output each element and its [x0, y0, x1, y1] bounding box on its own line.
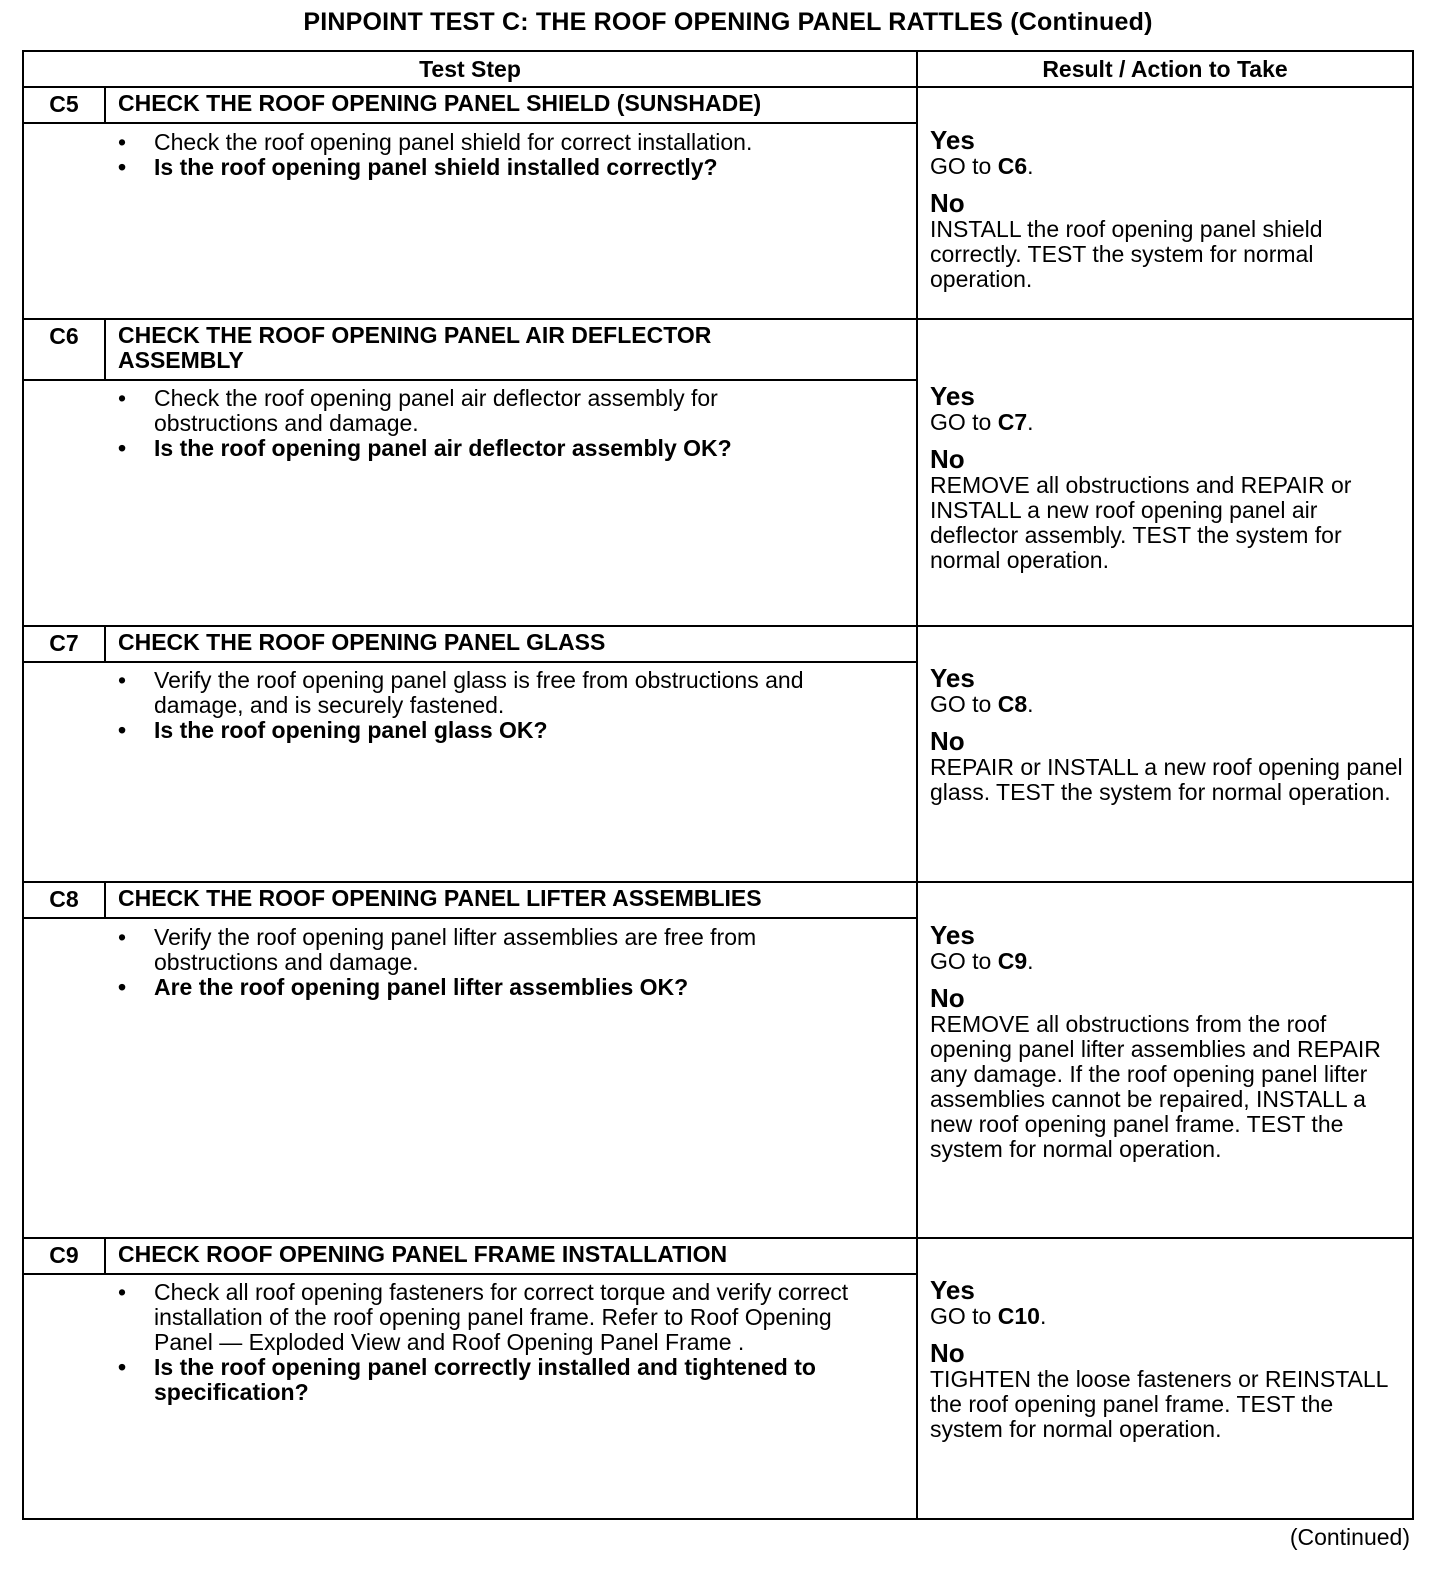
- step-c6: [24, 320, 1412, 627]
- yes-action: GO to C10.: [930, 1303, 1047, 1329]
- step-c5-head: [24, 88, 916, 124]
- step-question: • Are the roof opening panel lifter assemblies OK?: [116, 975, 856, 1000]
- table-header: [24, 52, 1412, 88]
- step-c9-result: [918, 1239, 1412, 1518]
- step-code: C8: [24, 883, 106, 917]
- step-c7-head: [24, 627, 916, 663]
- header-result: Result / Action to Take: [1042, 56, 1288, 82]
- step-c5-test: [24, 88, 918, 318]
- no-label: No: [930, 188, 965, 218]
- step-title: CHECK THE ROOF OPENING PANEL AIR DEFLECTOR ASSEMBLY: [118, 322, 712, 373]
- page-title: PINPOINT TEST C: THE ROOF OPENING PANEL RATTLES (Continued): [303, 8, 1153, 36]
- step-c9-test: [24, 1239, 918, 1518]
- step-title: CHECK THE ROOF OPENING PANEL LIFTER ASSEMBLIES: [118, 885, 762, 911]
- step-instruction: • Verify the roof opening panel lifter assemblies are free from obstructions and damage.: [116, 925, 856, 975]
- no-action: INSTALL the roof opening panel shield correctly. TEST the system for normal operation.: [930, 216, 1323, 292]
- yes-target: C6: [997, 153, 1028, 179]
- yes-label: Yes: [930, 381, 975, 411]
- header-test-step: Test Step: [24, 52, 918, 86]
- step-c9: [24, 1239, 1412, 1518]
- step-code: C6: [24, 320, 106, 379]
- step-c8-test: [24, 883, 918, 1237]
- yes-label: Yes: [930, 663, 975, 693]
- yes-target: C7: [997, 409, 1028, 435]
- yes-action: GO to C9.: [930, 948, 1034, 974]
- step-c6-test: [24, 320, 918, 625]
- yes-label: Yes: [930, 125, 975, 155]
- step-c9-head: [24, 1239, 916, 1275]
- step-c8: [24, 883, 1412, 1239]
- step-bullets: [116, 925, 856, 1000]
- step-c8-head: [24, 883, 916, 919]
- yes-action: GO to C6.: [930, 153, 1034, 179]
- step-c7: [24, 627, 1412, 883]
- no-action: REMOVE all obstructions from the roof opening panel lifter assemblies and REPAIR any damage. If the roof opening panel lifter assemblies cannot be repaired, INSTALL a new roof opening panel frame. TEST the system for normal operation.: [930, 1011, 1381, 1162]
- step-instruction: • Check all roof opening fasteners for correct torque and verify correct installation of the roof opening panel frame. Refer to Roof Opening Panel — Exploded View and Roof Opening Panel Frame .: [116, 1280, 876, 1355]
- step-instruction: • Verify the roof opening panel glass is free from obstructions and damage, and is securely fastened.: [116, 668, 896, 718]
- yes-action: GO to C8.: [930, 691, 1034, 717]
- step-question: • Is the roof opening panel correctly installed and tightened to specification?: [116, 1355, 876, 1405]
- step-instruction: • Check the roof opening panel shield for correct installation.: [116, 130, 896, 155]
- step-question: • Is the roof opening panel glass OK?: [116, 718, 896, 743]
- step-title: CHECK THE ROOF OPENING PANEL SHIELD (SUNSHADE): [118, 90, 762, 116]
- step-code: C7: [24, 627, 106, 661]
- step-c5-result: [918, 88, 1412, 318]
- yes-target: C10: [997, 1303, 1040, 1329]
- step-code: C9: [24, 1239, 106, 1273]
- step-c6-head: [24, 320, 916, 381]
- step-bullets: [116, 668, 896, 743]
- yes-label: Yes: [930, 1275, 975, 1305]
- step-title: CHECK THE ROOF OPENING PANEL GLASS: [118, 629, 606, 655]
- step-c7-result: [918, 627, 1412, 881]
- yes-target: C8: [997, 691, 1028, 717]
- step-bullets: [116, 130, 896, 180]
- step-code: C5: [24, 88, 106, 122]
- no-action: TIGHTEN the loose fasteners or REINSTALL the roof opening panel frame. TEST the system for normal operation.: [930, 1366, 1388, 1442]
- step-c8-result: [918, 883, 1412, 1237]
- pinpoint-test-table: [22, 50, 1414, 1520]
- step-question: • Is the roof opening panel shield installed correctly?: [116, 155, 896, 180]
- step-instruction: • Check the roof opening panel air deflector assembly for obstructions and damage.: [116, 386, 806, 436]
- step-question: • Is the roof opening panel air deflector assembly OK?: [116, 436, 806, 461]
- yes-action: GO to C7.: [930, 409, 1034, 435]
- no-action: REPAIR or INSTALL a new roof opening panel glass. TEST the system for normal operation.: [930, 754, 1403, 805]
- no-label: No: [930, 726, 965, 756]
- step-bullets: [116, 1280, 876, 1405]
- yes-target: C9: [997, 948, 1028, 974]
- no-label: No: [930, 983, 965, 1013]
- step-bullets: [116, 386, 806, 461]
- step-title: CHECK ROOF OPENING PANEL FRAME INSTALLATION: [118, 1241, 728, 1267]
- no-label: No: [930, 1338, 965, 1368]
- no-label: No: [930, 444, 965, 474]
- yes-label: Yes: [930, 920, 975, 950]
- step-c7-test: [24, 627, 918, 881]
- step-c5: [24, 88, 1412, 320]
- step-c6-result: [918, 320, 1412, 625]
- continued-footer: (Continued): [1289, 1524, 1410, 1550]
- no-action: REMOVE all obstructions and REPAIR or INSTALL a new roof opening panel air deflector assembly. TEST the system for normal operation.: [930, 472, 1352, 573]
